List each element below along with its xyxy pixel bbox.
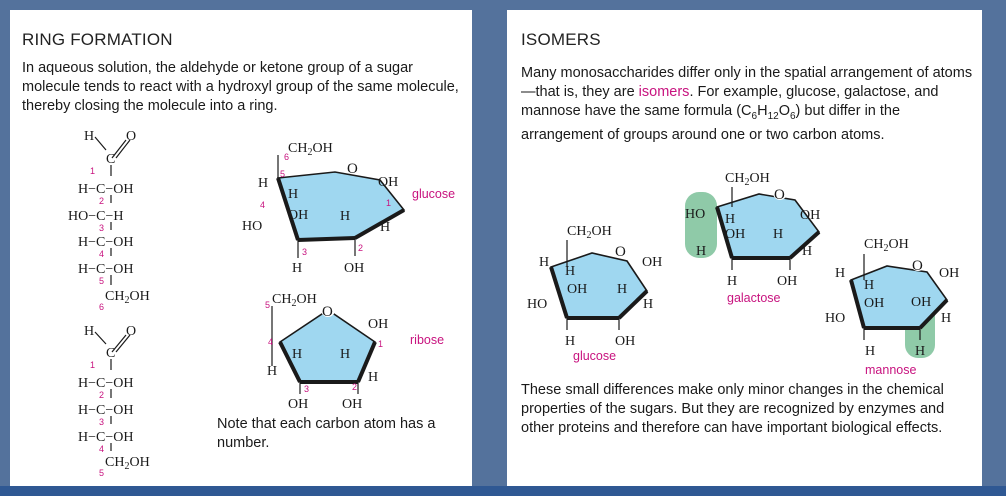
isomer-glucose-label: glucose [573, 349, 617, 363]
svg-text:H: H [773, 227, 784, 242]
svg-text:4: 4 [99, 249, 105, 259]
svg-text:H: H [84, 324, 95, 339]
svg-text:H−C−OH: H−C−OH [78, 235, 134, 250]
svg-text:H: H [539, 255, 550, 270]
isomer-galactose-label: galactose [727, 291, 781, 305]
ribose-label: ribose [410, 333, 445, 347]
svg-text:H: H [84, 129, 95, 144]
svg-text:2: 2 [358, 243, 364, 253]
open-chain-glucose [68, 129, 150, 312]
svg-text:H: H [340, 209, 351, 224]
molecular-formula: $C_6H_{12}O_6$ [741, 103, 796, 122]
svg-text:5: 5 [280, 169, 286, 179]
svg-text:OH: OH [800, 208, 821, 223]
isomers-footer-text: These small differences make only minor changes in the chemical properties of the sugars. But they are recognized by enzymes and other proteins and therefore can have important biological effects. [521, 382, 945, 436]
svg-text:CH2OH: $CH_2OH$ [288, 141, 333, 158]
isomers-heading: ISOMERS [521, 30, 601, 49]
svg-text:H: H [915, 344, 926, 359]
svg-text:OH: OH [368, 317, 389, 332]
svg-text:3: 3 [302, 247, 308, 257]
svg-text:2: 2 [99, 196, 105, 206]
svg-text:H: H [696, 244, 707, 259]
svg-text:OH: OH [864, 296, 885, 311]
svg-text:6: 6 [284, 152, 290, 162]
svg-text:2: 2 [352, 382, 358, 392]
svg-text:OH: OH [642, 255, 663, 270]
svg-text:H: H [727, 274, 738, 289]
isomer-mannose-structure [825, 237, 959, 377]
glucose-ring-structure [242, 141, 455, 276]
svg-text:3: 3 [99, 223, 105, 233]
open-chain-ribose [78, 324, 150, 478]
svg-text:4: 4 [99, 444, 105, 454]
ring-formation-panel [10, 10, 472, 486]
svg-text:H: H [865, 344, 876, 359]
ring-formation-description: In aqueous solution, the aldehyde or ketone group of a sugar molecule tends to react with a hydroxyl group of the same molecule, thereby closing the molecule into a ring. [22, 60, 459, 114]
svg-text:H: H [368, 370, 379, 385]
svg-text:CH2OH: $CH_2OH$ [725, 171, 770, 188]
svg-text:H: H [292, 347, 303, 362]
svg-text:4: 4 [260, 200, 266, 210]
svg-text:H: H [643, 297, 654, 312]
svg-text:5: 5 [265, 300, 271, 310]
svg-text:6: 6 [99, 302, 105, 312]
svg-text:OH: OH [288, 397, 309, 412]
svg-text:HO: HO [685, 207, 706, 222]
svg-text:O: O [322, 304, 333, 320]
svg-text:OH: OH [567, 282, 588, 297]
svg-text:HO: HO [527, 297, 548, 312]
svg-text:H: H [340, 347, 351, 362]
svg-text:O: O [126, 324, 137, 339]
svg-text:O: O [774, 187, 785, 203]
svg-text:4: 4 [268, 337, 274, 347]
svg-text:OH: OH [777, 274, 798, 289]
svg-text:O: O [347, 161, 358, 177]
isomer-glucose-structure [527, 224, 662, 363]
svg-text:H: H [267, 364, 278, 379]
svg-text:OH: OH [911, 295, 932, 310]
svg-text:H: H [864, 278, 875, 293]
svg-text:HO−C−H: HO−C−H [68, 209, 124, 224]
svg-text:5: 5 [99, 468, 105, 478]
svg-text:H: H [288, 187, 299, 202]
svg-text:H: H [725, 212, 736, 227]
svg-text:H−C−OH: H−C−OH [78, 430, 134, 445]
svg-text:OH: OH [288, 208, 309, 223]
svg-text:H: H [292, 261, 303, 276]
carbon-number-note: Note that each carbon atom has a number. [217, 416, 436, 451]
svg-text:1: 1 [90, 166, 96, 176]
svg-text:CH2OH: $CH_2OH$ [567, 224, 612, 241]
svg-text:1: 1 [378, 339, 384, 349]
isomer-galactose-structure [685, 171, 820, 305]
glucose-label: glucose [412, 187, 456, 201]
ring-formation-heading: RING FORMATION [22, 30, 173, 49]
svg-text:H: H [941, 311, 952, 326]
svg-text:HO: HO [242, 219, 263, 234]
svg-text:H−C−OH: H−C−OH [78, 262, 134, 277]
isomers-description: Many monosaccharides differ only in the spatial arrangement of atoms—that is, they are isomers. For example, glucose, galactose, and mannose have the same formula $(C_6H_{12}O_6)$ but differ in the arrangement of groups around one or two carbon atoms. [521, 65, 973, 143]
svg-text:H: H [565, 334, 576, 349]
svg-text:OH: OH [615, 334, 636, 349]
svg-text:OH: OH [725, 227, 746, 242]
svg-text:H−C−OH: H−C−OH [78, 403, 134, 418]
svg-text:1: 1 [90, 360, 96, 370]
svg-text:CH2OH: $CH_2OH$ [864, 237, 909, 254]
svg-text:H: H [802, 244, 813, 259]
svg-text:H: H [565, 264, 576, 279]
svg-text:HO: HO [825, 311, 846, 326]
svg-text:3: 3 [304, 384, 310, 394]
svg-text:OH: OH [344, 261, 365, 276]
svg-text:H−C−OH: H−C−OH [78, 376, 134, 391]
svg-text:H: H [258, 176, 269, 191]
svg-text:O: O [912, 258, 923, 274]
svg-text:3: 3 [99, 417, 105, 427]
svg-text:C: C [106, 346, 116, 361]
svg-text:OH: OH [939, 266, 960, 281]
svg-text:5: 5 [99, 276, 105, 286]
svg-text:CH2OH: $CH_2OH$ [272, 292, 317, 309]
isomer-mannose-label: mannose [865, 363, 917, 377]
bottom-bar [0, 486, 1006, 496]
svg-text:1: 1 [386, 198, 392, 208]
svg-text:OH: OH [378, 175, 399, 190]
svg-text:H: H [380, 220, 391, 235]
svg-text:OH: OH [342, 397, 363, 412]
svg-text:CH2OH: $CH_2OH$ [105, 289, 150, 306]
svg-text:CH2OH: $CH_2OH$ [105, 455, 150, 472]
svg-text:O: O [615, 244, 626, 260]
isomers-panel [507, 10, 982, 486]
svg-text:2: 2 [99, 390, 105, 400]
svg-text:H: H [835, 266, 846, 281]
svg-text:H−C−OH: H−C−OH [78, 182, 134, 197]
isomers-term: isomers [638, 84, 690, 100]
ribose-ring-structure [265, 292, 444, 412]
svg-text:C: C [106, 152, 116, 167]
svg-text:O: O [126, 129, 137, 144]
svg-text:H: H [617, 282, 628, 297]
